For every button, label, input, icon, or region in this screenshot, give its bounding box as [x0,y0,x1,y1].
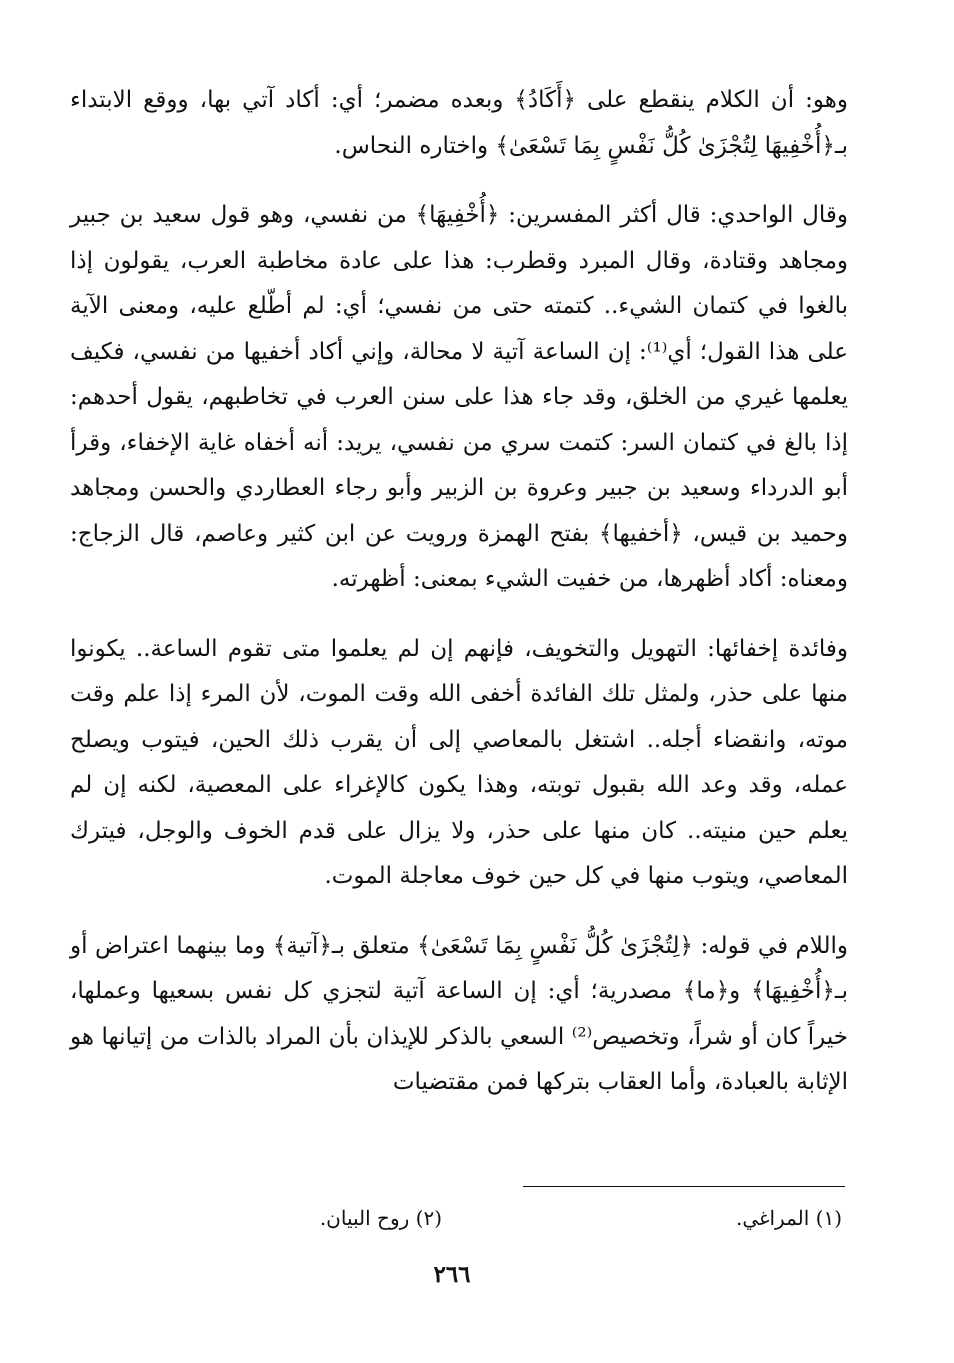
footnote-1: (١) المراغي. [735,1206,842,1230]
paragraph-2: وقال الواحدي: قال أكثر المفسرين: ﴿أُخْفِيهَا﴾ من نفسي، وهو قول سعيد بن جبير ومجاهد وقتادة، وقال المبرد وقطرب: هذا على عادة مخاطبة العرب، يقولون إذا بالغوا في كتمان الشيء.. كتمته حتى من نفسي؛ أي: لم أطّلع عليه، ومعنى الآية على هذا القول؛ أي⁽¹⁾: إن الساعة آتية لا محالة، وإني أكاد أخفيها من نفسي، فكيف يعلمها غيري من الخلق، وقد جاء هذا على سنن العرب في تخاطبهم، يقول أحدهم: إذا بالغ في كتمان السر: كتمت سري من نفسي، يريد: أنه أخفاه غاية الإخفاء، وقرأ أبو الدرداء وسعيد بن جبير وعروة بن الزبير وأبو رجاء العطاردي والحسن ومجاهد وحميد بن قيس، ﴿أخفيها﴾ بفتح الهمزة ورويت عن ابن كثير وعاصم، قال الزجاج: ومعناه: أكاد أظهرها، من خفيت الشيء بمعنى: أظهرته. [70,202,848,592]
paragraph-1: وهو: أن الكلام ينقطع على ﴿أَكَادُ﴾ وبعده مضمر؛ أي: أكاد آتي بها، ووقع الابتداء بـ﴿أُخْفِيهَا لِتُجْزَىٰ كُلُّ نَفْسٍ بِمَا تَسْعَىٰ﴾ واختاره النحاس. [70,87,848,159]
footnote-2: (٢) روح البيان. [319,1206,442,1230]
footnote-divider [523,1186,845,1187]
paragraph-4: واللام في قوله: ﴿لِتُجْزَىٰ كُلُّ نَفْسٍ بِمَا تَسْعَىٰ﴾ متعلق بـ﴿آتية﴾ وما بينهما اعتراض أو بـ﴿أُخْفِيهَا﴾ و﴿ما﴾ مصدرية؛ أي: إن الساعة آتية لتجزي كل نفس بسعيها وعملها، خيراً كان أو شراً، وتخصيص⁽²⁾ السعي بالذكر للإيذان بأن المراد بالذات من إتيانها هو الإثابة بالعبادة، وأما العقاب بتركها فمن مقتضيات [70,932,849,1095]
footnotes [70,1200,848,1236]
paragraph-3: وفائدة إخفائها: التهويل والتخويف، فإنهم إن لم يعلموا متى تقوم الساعة.. يكونوا منها على حذر، ولمثل تلك الفائدة أخفى الله وقت الموت، لأن المرء إذا علم وقت موته، وانقضاء أجله.. اشتغل بالمعاصي إلى أن يقرب ذلك الحين، فيتوب ويصلح عمله، وقد وعد الله بقبول توبته، وهذا يكون كالإغراء على المعصية، لكنه إن لم يعلم حين منيته.. كان منها على حذر، ولا يزال على قدم الخوف والوجل، فيترك المعاصي، ويتوب منها في كل حين خوف معاجلة الموت. [70,635,848,889]
page-body [70,78,848,1258]
page-number: ٢٦٦ [433,1261,471,1288]
